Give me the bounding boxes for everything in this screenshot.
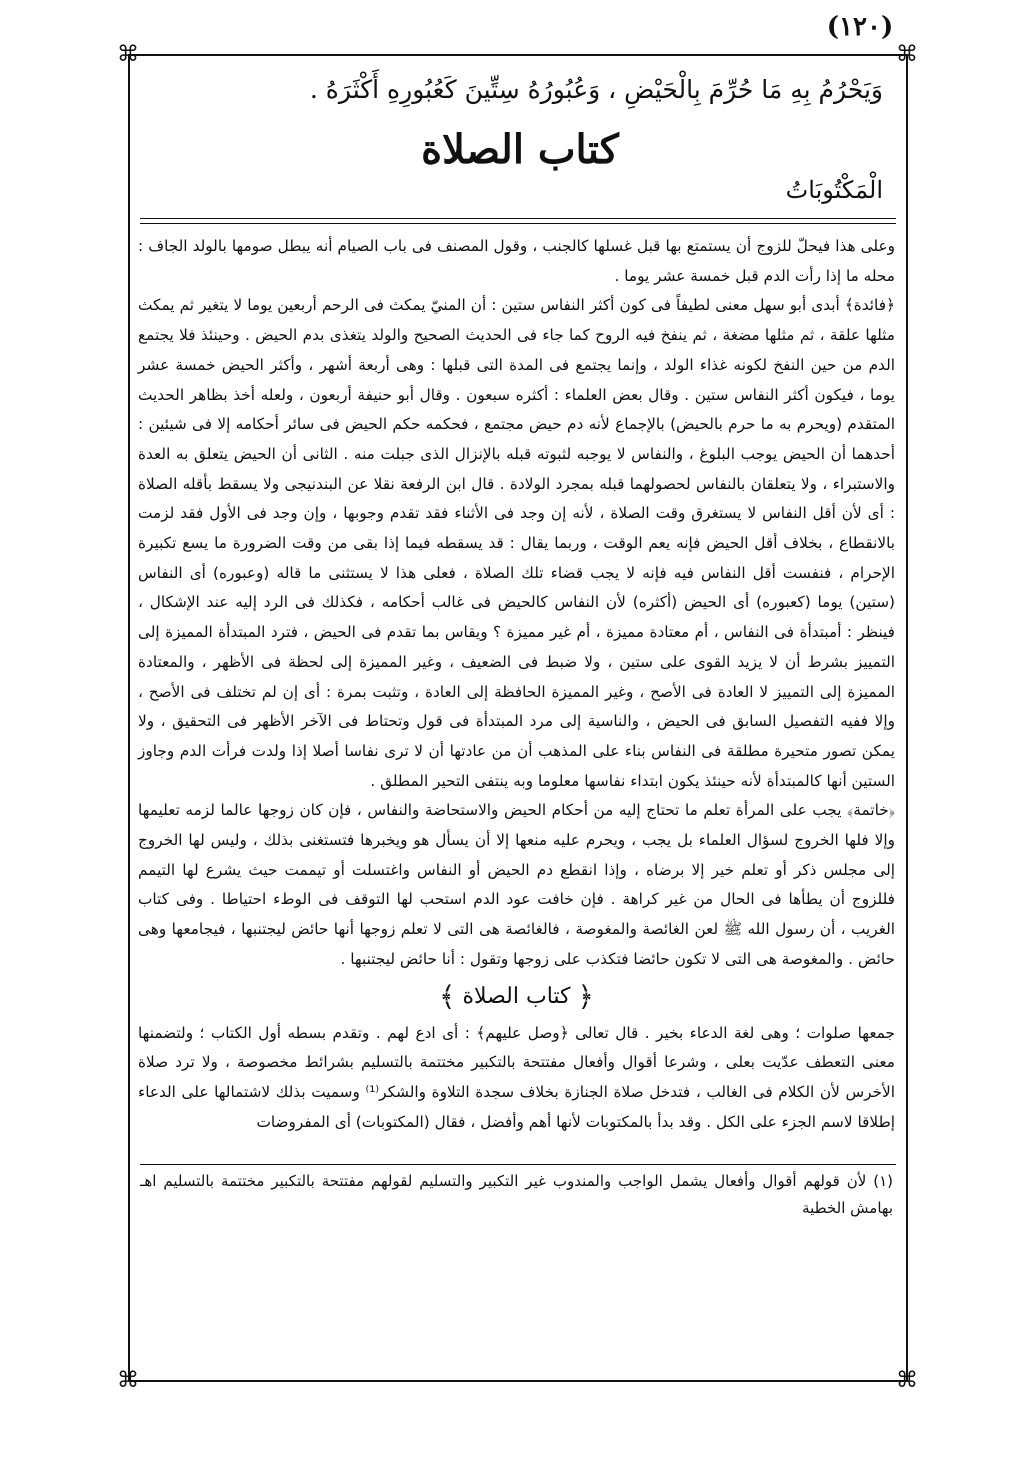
knot-ornament-icon: ⌘ [896,1368,918,1393]
footnote [140,1168,893,1222]
commentary-paragraph: وعلى هذا فيحلّ للزوج أن يستمتع بها قبل غسلها كالجنب ، وقول المصنف فى باب الصيام أنه يبطل صومها بالولد الجاف : محله ما إذا رأت الدم قبل خمسة عشر يوما . [138,237,895,285]
commentary-paragraph: ﴿خاتمة﴾ يجب على المرأة تعلم ما تحتاج إليه من أحكام الحيض والاستحاضة والنفاس ، فإن كان زوجها عالما لزمه تعليمها وإلا فلها الخروج لسؤال العلماء بل يجب ، ويحرم عليه منعها إلا أن يسأل هو ويخبرها فتستغنى بذلك ، وليس لها الخروج إلى مجلس ذكر أو تعلم خير إلا برضاه ، وإذا انقطع دم الحيض أو النفاس واغتسلت أو تيممت حيث يشرع لها التيمم فللزوج أن يطأها فى الحال من غير كراهة . فإن خافت عود الدم استحب لها التوقف فى الوطء احتياطا . وفى كتاب الغريب ، أن رسول الله ﷺ لعن الغائصة والمغوصة ، فالغائصة هى التى لا تعلم زوجها أنها حائض ليجتنبها ، فيجامعها وهى حائض . والمغوصة هى التى لا تكون حائضا فتكذب على زوجها وتقول : أنا حائض ليجتنبها . [138,801,895,968]
frame-right-line [906,56,908,1380]
knot-ornament-icon: ⌘ [117,42,139,67]
ornamental-bracket-icon: ﴿ [577,979,594,1013]
matn-sharh-divider [140,218,896,219]
page-number: (١٢٠) [826,12,894,42]
book-title: كتاب الصلاة [421,126,619,173]
section-heading [138,979,895,1015]
ornamental-bracket-icon: ﴾ [439,979,456,1013]
section-heading-text: كتاب الصلاة [462,983,571,1009]
commentary-paragraph: ﴿فائدة﴾ أبدى أبو سهل معنى لطيفاً فى كون أكثر النفاس ستين : أن المنيّ يمكث فى الرحم أربعين يوما لا يتغير ثم يمكث مثلها علقة ، ثم مثلها مضغة ، ثم ينفخ فيه الروح كما جاء فى الحديث الصحيح والولد يتغذى بدم الحيض . وحينئذ فلا يجتمع الدم من حين النفخ لكونه غذاء الولد ، وإنما يجتمع فى المدة التى قبلها : وهى أربعة أشهر ، وأكثر الحيض خمسة عشر يوما ، فيكون أكثر النفاس ستين . وقال بعض العلماء : أكثره سبعون . وقال أبو حنيفة أربعون ، ولعله أخذ بظاهر الحديث المتقدم (ويحرم به ما حرم بالحيض) بالإجماع لأنه دم حيض مجتمع ، فحكمه حكم الحيض فى سائر أحكامه إلا فى شيئين : أحدهما أن الحيض يوجب البلوغ ، والنفاس لا يوجبه لثبوته قبله بالإنزال الذى جبلت منه . الثانى أن الحيض يتعلق به العدة والاستبراء ، ولا يتعلقان بالنفاس لحصولهما قبله بمجرد الولادة . قال ابن الرفعة نقلا عن البندنيجى ولا يسقط بأقله الصلاة : أى لأن أقل النفاس لا يستغرق وقت الصلاة ، لأنه إن وجد فى الأثناء فقد تقدم وجوبها ، وإن وجد فى الأول فقد لزمت بالانقطاع ، بخلاف أقل الحيض فإنه يعم الوقت ، وربما يقال : قد يسقطه فيما إذا بقى من وقت الضرورة ما يسع تكبيرة الإحرام ، فنفست أقل النفاس فيه فإنه لا يجب قضاء تلك الصلاة ، فعلى هذا لا يستثنى ما قاله (وعبوره) أى النفاس (ستين) يوما (كعبوره) أى الحيض (أكثره) لأن النفاس كالحيض فى غالب أحكامه ، فكذلك فى الرد إليه عند الإشكال ، فينظر : أمبتدأة فى النفاس ، أم معتادة مميزة ، أم غير مميزة ؟ ويقاس بما تقدم فى الحيض ، فترد المبتدأة المميزة إلى التمييز بشرط أن لا يزيد القوى على ستين ، ولا ضبط فى الضعيف ، وغير المميزة إلى لحظة فى الأظهر ، والمعتادة المميزة إلى التمييز لا العادة فى الأصح ، وغير المميزة الحافظة إلى العادة ، وتثبت بمرة : أى إن لم تختلف فى الأصح ، وإلا ففيه التفصيل السابق فى الحيض ، والناسية إلى مرد المبتدأة فى قول وتحتاط فى الآخر الأظهر فى التحقيق ، ولا يمكن تصور متحيرة مطلقة فى النفاس بناء على المذهب أن من عادتها أن لا ترى نفاسا أصلا إذا ولدت فرأت الدم وجاوز الستين أنها كالمبتدأة لأنه حينئذ يكون ابتداء نفاسها معلوما وبه ينتفى التحير المطلق . [138,296,895,790]
knot-ornament-icon: ⌘ [896,42,918,67]
matn-subheading: الْمَكْتُوبَاتُ [785,176,883,204]
frame-bottom-line [128,1380,908,1382]
matn-line: وَيَحْرُمُ بِهِ مَا حُرِّمَ بِالْحَيْضِ ، وَعُبُورُهُ سِتِّينَ كَعُبُورِهِ أَكْثَرَهُ . [309,75,883,104]
section-paragraph: جمعها صلوات ؛ وهى لغة الدعاء بخير . قال تعالى ﴿وصل عليهم﴾ : أى ادع لهم . وتقدم بسطه أول الكتاب ؛ ولتضمنها معنى التعطف عدّيت بعلى ، وشرعا أقوال وأفعال مفتتحة بالتكبير مختتمة بالتسليم بشرائط مخصوصة ، ولا ترد صلاة الأخرس لأن الكلام فى الغالب ، فتدخل صلاة الجنازة بخلاف سجدة التلاوة والشكر⁽¹⁾ وسميت بذلك لاشتمالها على الدعاء إطلاقا لاسم الجزء على الكل . وقد بدأ بالمكتوبات لأنها أهم وأفضل ، فقال (المكتوبات) أى المفروضات [138,1023,895,1131]
matn-sharh-divider-2 [140,223,896,224]
frame-left-line [128,56,130,1380]
commentary-body [138,232,895,1172]
frame-top-line [128,54,908,56]
footnote-text: (١) لأن قولهم أقوال وأفعال يشمل الواجب والمندوب غير التكبير والتسليم لقولهم مفتتحة بالتكبير مختتمة بالتسليم اهـ بهامش الخطية [140,1172,893,1217]
knot-ornament-icon: ⌘ [117,1368,139,1393]
